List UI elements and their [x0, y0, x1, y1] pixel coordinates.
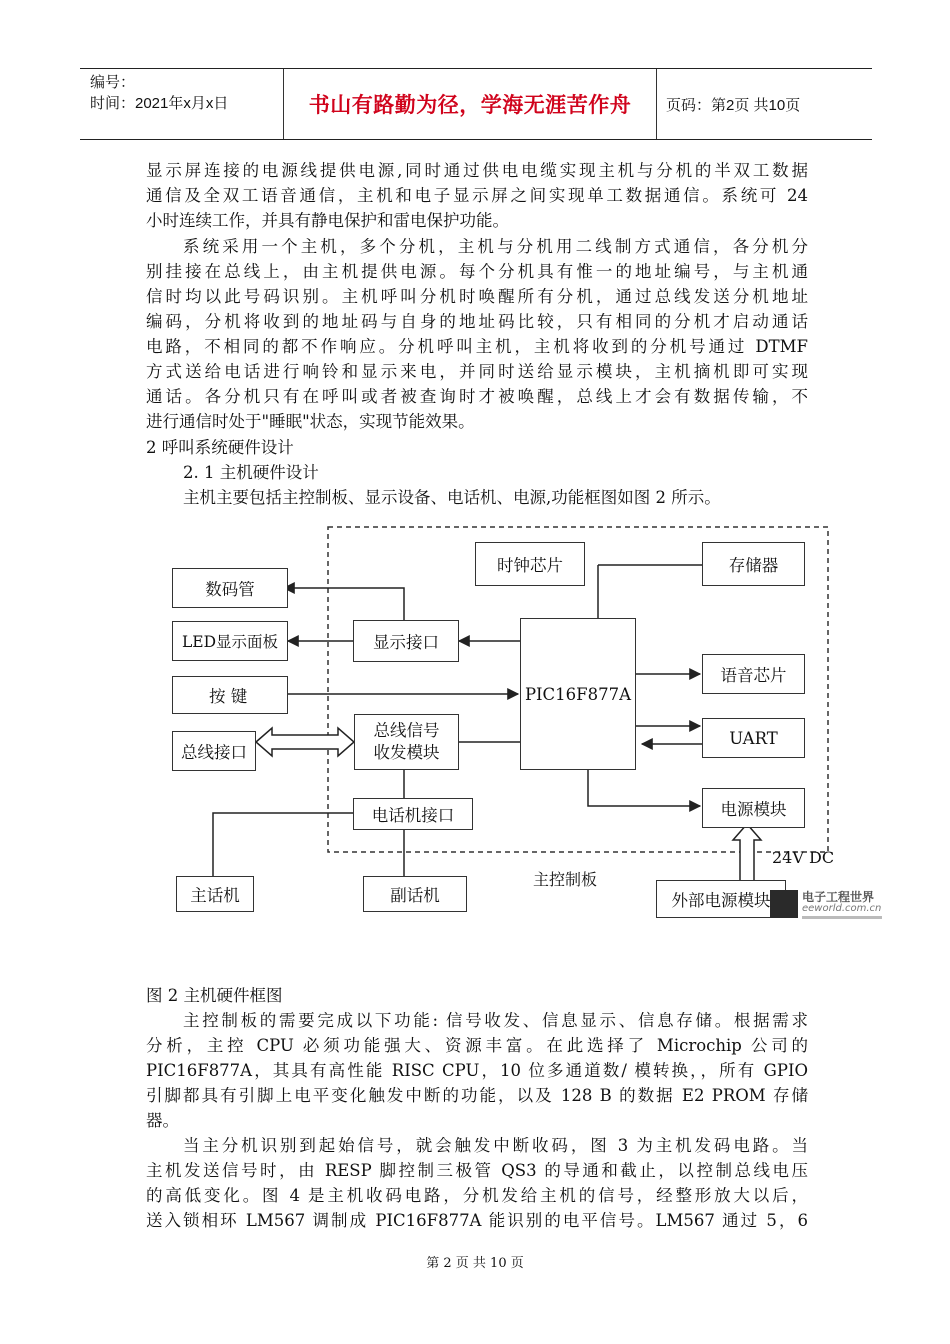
p4-line-3: 的高低变化。图 4 是主机收码电路，分机发给主机的信号，经整形放大以后， [146, 1186, 808, 1205]
board-label: 主控制板 [533, 870, 598, 889]
sub-phone-box: 副话机 [363, 876, 467, 912]
p2-line-7: 通话。各分机只有在呼叫或者被查询时才被唤醒，总线上才会有数据传输，不 [146, 387, 808, 406]
p2-line-8: 进行通信时处于"睡眠"状态，实现节能效果。 [146, 412, 475, 431]
external-power-box: 外部电源模块 [656, 880, 786, 918]
p3-line-5: 器。 [146, 1111, 179, 1130]
motto: 书山有路勤为径，学海无涯苦作舟 [308, 93, 632, 117]
p3-line-2: 分析，主控 CPU 必须功能强大、资源丰富。在此选择了 Microchip 公司的 [146, 1036, 808, 1055]
p3-line-3: PIC16F877A，其具有高性能 RISC CPU，10 位多通道数/ 模转换，，所有 GPIO [146, 1061, 808, 1080]
mcu-box: PIC16F877A [520, 618, 636, 770]
header-motto-cell [283, 69, 657, 139]
p2-line-6: 方式送给电话进行响铃和显示来电，并同时送给显示模块，主机摘机即可实现 [146, 362, 808, 381]
bus-module-line-2: 收发模块 [373, 743, 440, 762]
p2-line-5: 电路，不相同的都不作响应。分机呼叫主机，主机将收到的分机号通过 DTMF [146, 337, 808, 356]
phone-interface-box: 电话机接口 [353, 798, 473, 830]
p2-line-3: 信时均以此号码识别。主机呼叫分机时唤醒所有分机，通过总线发送分机地址 [146, 287, 808, 306]
figure-caption: 图 2 主机硬件框图 [146, 986, 283, 1005]
page-info: 页码：第2页 共10页 [666, 96, 801, 114]
p2-line-1: 系统采用一个主机，多个分机，主机与分机用二线制方式通信，各分机分 [183, 237, 808, 256]
p3-line-1: 主控制板的需要完成以下功能: 信号收发、信息显示、信息存储。根据需求 [183, 1011, 808, 1030]
section-2-1-heading: 2. 1 主机硬件设计 [183, 463, 319, 482]
bus-module-line-1: 总线信号 [373, 721, 440, 740]
time-label: 时间：2021年x月x日 [90, 95, 229, 112]
digit-tube-box: 数码管 [172, 568, 288, 608]
display-interface-box: 显示接口 [353, 620, 459, 662]
p3-line-4: 引脚都具有引脚上电平变化触发中断的功能，以及 128 B 的数据 E2 PROM 存储 [146, 1086, 808, 1105]
p1-line-1: 显示屏连接的电源线提供电源,同时通过供电电缆实现主机与分机的半双工数据 [146, 161, 808, 180]
eeworld-logo-icon [770, 890, 798, 918]
p4-line-2: 主机发送信号时，由 RESP 脚控制三极管 QS3 的导通和截止，以控制总线电压 [146, 1161, 808, 1180]
number-label: 编号： [90, 74, 136, 91]
eeworld-watermark [770, 888, 890, 928]
document-header [80, 68, 872, 140]
p4-line-4: 送入锁相环 LM567 调制成 PIC16F877A 能识别的电平信号。LM567 通过 5，6 [146, 1211, 808, 1230]
voltage-label: 24V DC [772, 848, 835, 867]
section-2-heading: 2 呼叫系统硬件设计 [146, 438, 294, 457]
power-module-box: 电源模块 [702, 788, 805, 828]
watermark-title: 电子工程世界 [802, 890, 875, 904]
led-panel-box: LED显示面板 [172, 621, 288, 661]
p1-line-3: 小时连续工作，并具有静电保护和雷电保护功能。 [146, 211, 509, 230]
p2-line-4: 编码，分机将收到的地址码与自身的地址码比较，只有相同的分机才启动通话 [146, 312, 808, 331]
uart-box: UART [702, 718, 805, 758]
p1-line-2: 通信及全双工语音通信，主机和电子显示屏之间实现单工数据通信。系统可 24 [146, 186, 808, 205]
memory-box: 存储器 [702, 542, 805, 586]
main-phone-box: 主话机 [176, 876, 254, 912]
voice-chip-box: 语音芯片 [702, 654, 805, 694]
p2-line-2: 别挂接在总线上，由主机提供电源。每个分机具有惟一的地址编号，与主机通 [146, 262, 808, 281]
page-footer: 第 2 页 共 10 页 [426, 1256, 524, 1271]
clock-chip-box: 时钟芯片 [475, 542, 585, 586]
watermark-underline [802, 916, 882, 919]
keys-box: 按 键 [172, 676, 288, 714]
header-meta-cell [80, 69, 283, 139]
p4-line-1: 当主分机识别到起始信号，就会触发中断收码，图 3 为主机发码电路。当 [183, 1136, 808, 1155]
watermark-url: eeworld.com.cn [802, 903, 882, 914]
bus-module-box [354, 714, 459, 770]
host-hardware-diagram [160, 520, 900, 940]
bus-interface-box: 总线接口 [172, 731, 256, 771]
figure-intro: 主机主要包括主控制板、显示设备、电话机、电源,功能框图如图 2 所示。 [183, 488, 721, 507]
